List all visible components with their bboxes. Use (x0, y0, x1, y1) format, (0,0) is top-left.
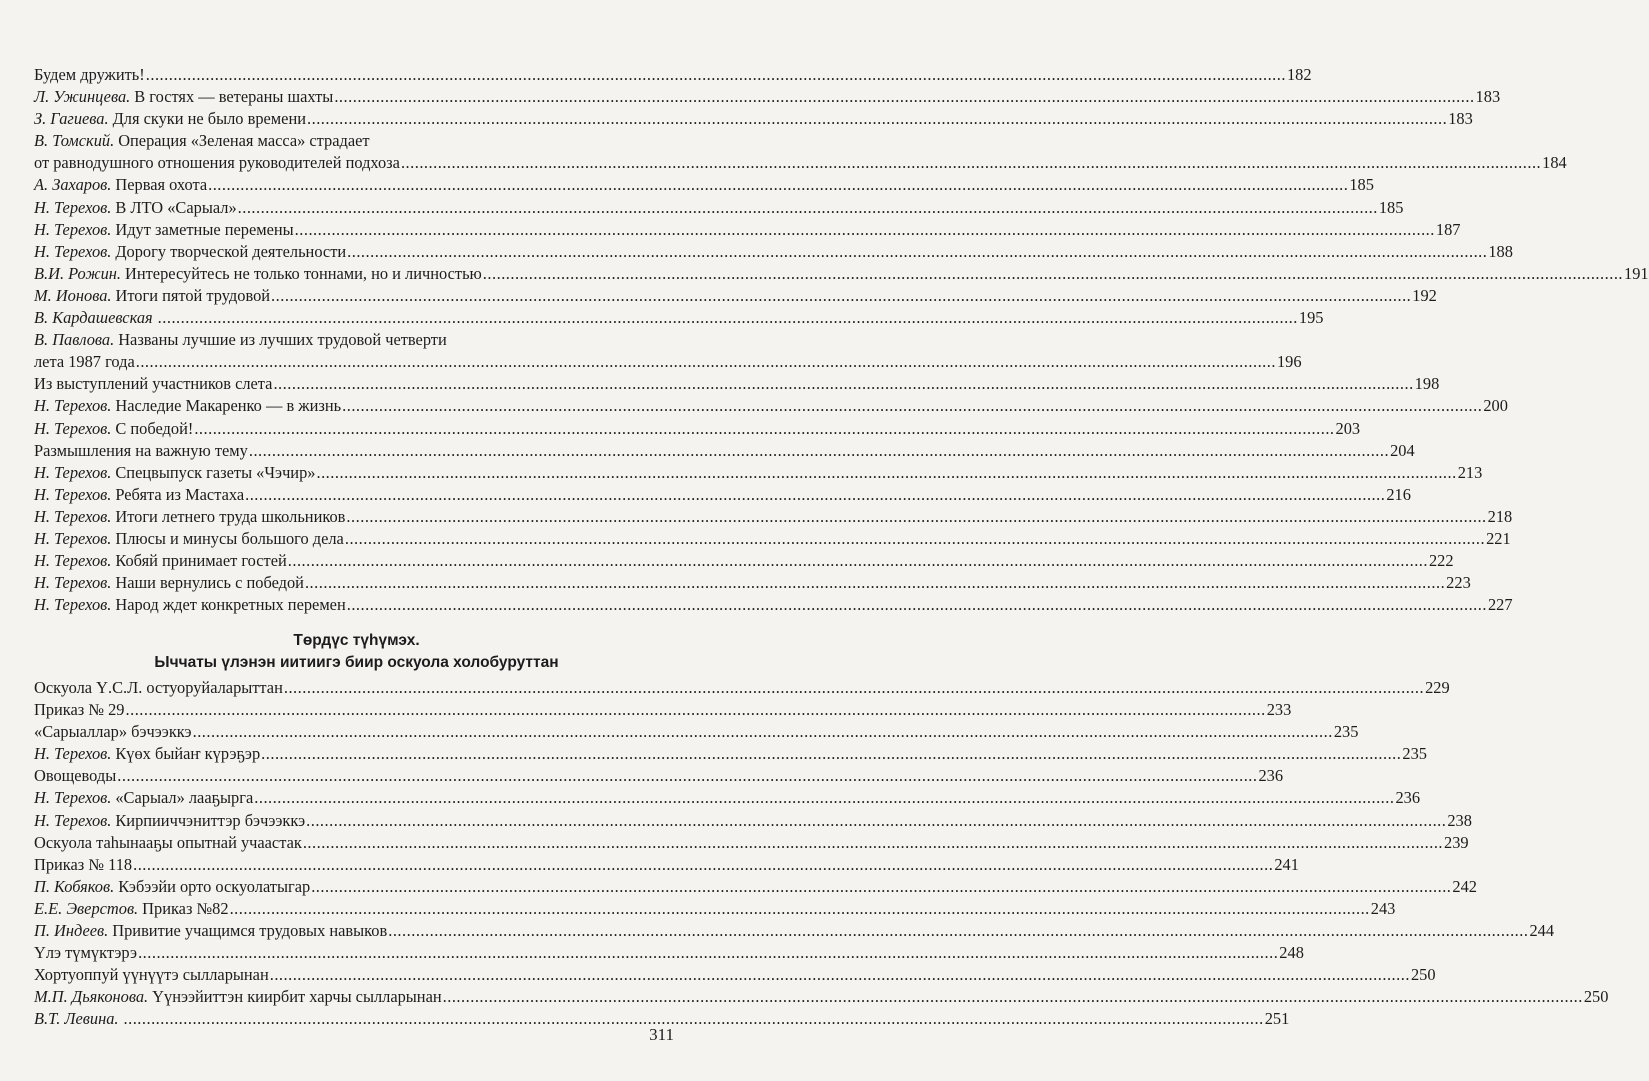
toc-entry (34, 832, 1469, 854)
toc-list-part1 (34, 64, 1649, 616)
toc-entry-page: 243 (1370, 898, 1396, 918)
toc-entry-author: Н. Терехов. (34, 241, 112, 261)
toc-entry-title: Ребята из Мастаха (115, 484, 245, 504)
toc-entry-title: Үүнээйиттэн киирбит харчы сылларынан (152, 987, 442, 1007)
toc-entry-author: Н. Терехов. (34, 528, 112, 548)
toc-entry-title: Итоги пятой трудовой (115, 285, 271, 305)
toc-entry-page: 236 (1258, 766, 1284, 786)
dot-leader (208, 174, 1348, 196)
toc-entry (34, 699, 1292, 721)
toc-entry (34, 484, 1411, 506)
dot-leader (347, 594, 1487, 616)
dot-leader (346, 506, 1486, 528)
dot-leader (288, 550, 1428, 572)
toc-entry (34, 721, 1359, 743)
toc-entry (34, 418, 1361, 440)
toc-entry-page: 222 (1428, 551, 1454, 571)
dot-leader (249, 440, 1389, 462)
dot-leader (124, 1008, 1264, 1030)
toc-entry-title: от равнодушного отношения руководителей подхоза (34, 153, 400, 173)
dot-leader (295, 219, 1435, 241)
toc-entry-author: З. Гагиева. (34, 109, 109, 129)
toc-entry-page: 235 (1402, 744, 1427, 764)
dot-leader (261, 743, 1401, 765)
dot-leader (311, 876, 1451, 898)
toc-entry-title: «Сарыаллар» бэчээккэ (34, 722, 192, 742)
dot-leader (303, 832, 1443, 854)
toc-entry-author: Н. Терехов. (34, 810, 112, 830)
toc-entry (34, 506, 1513, 528)
dot-leader (138, 942, 1278, 964)
toc-entry-page: 196 (1276, 352, 1302, 372)
toc-entry (34, 130, 679, 152)
toc-entry (34, 572, 1471, 594)
toc-entry-title: Спецвыпуск газеты «Чэчир» (115, 462, 316, 482)
toc-entry-author: Н. Терехов. (34, 396, 112, 416)
toc-entry-page: 251 (1264, 1009, 1290, 1029)
toc-entry (34, 876, 1477, 898)
toc-entry-title: Күөх быйаҥ күрэҕэр (115, 744, 261, 764)
dot-leader (483, 263, 1623, 285)
toc-entry-page: 185 (1349, 175, 1374, 195)
dot-leader (230, 898, 1370, 920)
toc-entry-author: М. Ионова. (34, 285, 112, 305)
toc-entry-title: Приказ № 29 (34, 700, 125, 720)
toc-entry-author: А. Захаров. (34, 175, 112, 195)
toc-entry (34, 395, 1508, 417)
toc-entry-page: 250 (1583, 987, 1609, 1007)
dot-leader (133, 854, 1273, 876)
dot-leader (158, 307, 1298, 329)
toc-entry-page: 229 (1425, 678, 1450, 697)
toc-entry (34, 351, 1302, 373)
toc-entry-page: 192 (1412, 285, 1437, 305)
toc-entry (34, 440, 1415, 462)
toc-entry-page: 184 (1542, 153, 1567, 173)
toc-entry (34, 373, 1440, 395)
toc-entry-page: 221 (1486, 528, 1511, 548)
dot-leader (307, 108, 1447, 130)
dot-leader (345, 528, 1485, 550)
toc-entry (34, 743, 1427, 765)
toc-entry-title: Из выступлений участников слета (34, 374, 273, 394)
toc-entry-author: В. Кардашевская (34, 308, 153, 328)
toc-entry-page: 203 (1335, 418, 1361, 438)
toc-entry-page: 188 (1488, 241, 1513, 261)
toc-list-part2 (34, 677, 1609, 1031)
toc-entry-title: Размышления на важную тему (34, 440, 248, 460)
toc-entry-page: 250 (1410, 965, 1436, 985)
toc-entry-page: 236 (1395, 788, 1421, 808)
toc-entry-title: Первая охота (115, 175, 208, 195)
toc-entry-page: 204 (1390, 440, 1415, 460)
dot-leader (126, 699, 1266, 721)
toc-entry-author: Н. Терехов. (34, 551, 112, 571)
toc-entry-page: 238 (1447, 810, 1472, 830)
toc-entry-page: 200 (1483, 396, 1508, 416)
toc-entry-title: Наши вернулись с победой (115, 573, 304, 593)
dot-leader (146, 64, 1286, 86)
toc-entry-author: П. Кобяков. (34, 876, 115, 896)
toc-entry-title: Приказ № 118 (34, 854, 133, 874)
toc-entry (34, 810, 1472, 832)
toc-entry-title: Кобяй принимает гостей (115, 551, 287, 571)
toc-entry-title: Хортуоппуй үүнүүтэ сылларынан (34, 965, 269, 985)
toc-entry-title: Наследие Макаренко — в жизнь (115, 396, 342, 416)
toc-entry-title: Операция «Зеленая масса» страдает (118, 131, 370, 151)
dot-leader (347, 241, 1487, 263)
dot-leader (193, 721, 1333, 743)
toc-entry-title: Үлэ түмүктэрэ (34, 943, 138, 963)
toc-entry-author: Н. Терехов. (34, 484, 112, 504)
toc-entry (34, 108, 1473, 130)
toc-entry (34, 263, 1649, 285)
section-heading-line2: Ыччаты үлэнэн иитиигэ биир оскуола холобуруттан (154, 654, 559, 671)
toc-entry-author: Л. Ужинцева. (34, 87, 131, 107)
toc-entry-page: 216 (1386, 484, 1411, 504)
toc-entry (34, 152, 1567, 174)
dot-leader (238, 197, 1378, 219)
toc-entry-author: В. Томский. (34, 131, 115, 151)
dot-leader (443, 986, 1583, 1008)
toc-entry-author: В. Павлова. (34, 330, 115, 350)
dot-leader (284, 677, 1424, 699)
toc-entry-title: В гостях — ветераны шахты (134, 87, 334, 107)
toc-entry-author: Н. Терехов. (34, 595, 112, 615)
toc-entry (34, 64, 1312, 86)
toc-entry (34, 197, 1404, 219)
dot-leader (273, 373, 1413, 395)
dot-leader (254, 787, 1394, 809)
page-number: 311 (649, 1025, 674, 1044)
toc-entry-title: Итоги летнего труда школьников (115, 506, 346, 526)
toc-entry (34, 920, 1555, 942)
toc-entry-author: Н. Терехов. (34, 462, 112, 482)
toc-entry-title: Привитие учащимся трудовых навыков (112, 921, 388, 941)
toc-entry-page: 187 (1435, 219, 1461, 239)
dot-leader (305, 572, 1445, 594)
toc-entry (34, 594, 1513, 616)
toc-entry-page: 195 (1298, 308, 1324, 328)
toc-entry-page: 183 (1448, 109, 1473, 129)
toc-entry-author: Е.Е. Эверстов. (34, 898, 139, 918)
toc-entry-page: 244 (1529, 921, 1555, 941)
toc-entry-author: Н. Терехов. (34, 219, 112, 239)
dot-leader (316, 462, 1456, 484)
toc-entry-page: 242 (1452, 876, 1477, 896)
toc-entry-title: Интересуйтесь не только тоннами, но и личностью (125, 263, 482, 283)
toc-entry-author: Н. Терехов. (34, 506, 112, 526)
toc-entry-title: Названы лучшие из лучших трудовой четверти (118, 330, 447, 350)
dot-leader (194, 418, 1334, 440)
toc-entry (34, 174, 1374, 196)
toc-entry (34, 898, 1396, 920)
toc-entry-page: 223 (1446, 573, 1471, 593)
toc-entry (34, 942, 1304, 964)
dot-leader (270, 964, 1410, 986)
dot-leader (401, 152, 1541, 174)
dot-leader (306, 810, 1446, 832)
toc-entry (34, 787, 1421, 809)
toc-entry-page: 183 (1475, 87, 1501, 107)
toc-entry-title: Приказ №82 (142, 898, 229, 918)
section-heading-line1: Төрдүс түһүмэх. (293, 632, 420, 649)
dot-leader (271, 285, 1411, 307)
toc-entry-title: Оскуола Ү.С.Л. остуоруйаларыттан (34, 678, 283, 697)
toc-entry (34, 462, 1483, 484)
toc-entry-author: Н. Терехов. (34, 197, 112, 217)
toc-entry-author: М.П. Дьяконова. (34, 987, 149, 1007)
toc-entry-title: В ЛТО «Сарыал» (115, 197, 237, 217)
toc-entry-page: 218 (1487, 506, 1513, 526)
toc-entry (34, 765, 1284, 787)
toc-entry-title: Кэбээйи орто оскуолатыгар (118, 876, 311, 896)
dot-leader (388, 920, 1528, 942)
toc-entry (34, 1008, 1290, 1030)
dot-leader (117, 765, 1257, 787)
toc-entry-page: 213 (1457, 462, 1483, 482)
toc-entry (34, 550, 1454, 572)
toc-entry-page: 235 (1333, 722, 1359, 742)
dot-leader (245, 484, 1385, 506)
toc-entry (34, 241, 1513, 263)
toc-entry-author: В.И. Рожин. (34, 263, 122, 283)
toc-entry (34, 528, 1511, 550)
toc-entry-page: 182 (1286, 65, 1312, 84)
toc-entry-title: «Сарыал» лааҕырга (115, 788, 254, 808)
toc-entry-title: Народ ждет конкретных перемен (115, 595, 346, 615)
toc-entry-title: Кирпииччэниттэр бэчээккэ (115, 810, 306, 830)
toc-entry-title: Для скуки не было времени (112, 109, 306, 129)
toc-entry (34, 677, 1450, 699)
toc-entry-title: Овощеводы (34, 766, 117, 786)
toc-entry (34, 329, 679, 351)
toc-entry-author: В.Т. Левина. (34, 1009, 119, 1029)
toc-entry-page: 227 (1487, 595, 1513, 615)
toc-entry-author: Н. Терехов. (34, 788, 112, 808)
toc-entry-page: 185 (1378, 197, 1404, 217)
toc-entry-author: Н. Терехов. (34, 573, 112, 593)
toc-entry-title: Идут заметные перемены (115, 219, 294, 239)
toc-entry (34, 854, 1299, 876)
toc-entry-page: 191 (1624, 263, 1649, 283)
toc-entry (34, 285, 1437, 307)
dot-leader (342, 395, 1482, 417)
toc-entry-title: С победой! (115, 418, 194, 438)
toc-entry-page: 198 (1414, 374, 1440, 394)
toc-entry (34, 307, 1324, 329)
toc-entry-title: Дорогу творческой деятельности (115, 241, 347, 261)
toc-entry-page: 233 (1266, 700, 1292, 720)
toc-entry-title: Плюсы и минусы большого дела (115, 528, 344, 548)
dot-leader (334, 86, 1474, 108)
toc-entry-title: лета 1987 года (34, 352, 135, 372)
toc-entry-title: Будем дружить! (34, 65, 145, 84)
toc-entry (34, 86, 1501, 108)
toc-entry-author: П. Индеев. (34, 921, 109, 941)
toc-entry-page: 241 (1274, 854, 1299, 874)
toc-entry-author: Н. Терехов. (34, 744, 112, 764)
toc-entry-page: 248 (1279, 943, 1304, 963)
toc-entry-title: Оскуола таһынааҕы опытнай учаастак (34, 832, 302, 852)
toc-entry (34, 219, 1461, 241)
toc-entry (34, 964, 1436, 986)
dot-leader (136, 351, 1276, 373)
toc-entry-page: 239 (1444, 832, 1469, 852)
toc-entry (34, 986, 1609, 1008)
toc-entry-author: Н. Терехов. (34, 418, 112, 438)
